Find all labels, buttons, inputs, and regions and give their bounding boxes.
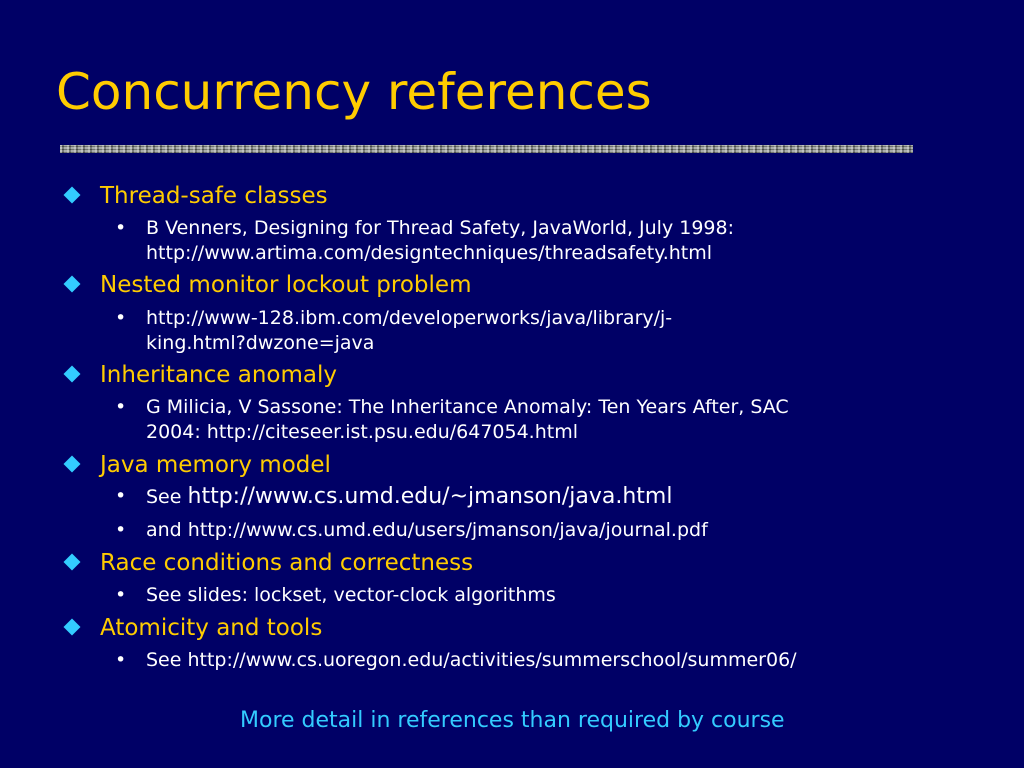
section-heading-atomicity	[100, 613, 322, 643]
diamond-bullet-icon	[64, 276, 81, 293]
section-heading-text: Thread-safe classes	[100, 183, 328, 209]
reference-link[interactable]: http://www.artima.com/designtechniques/threadsafety.html	[146, 242, 713, 264]
dot-bullet-icon: •	[115, 307, 127, 329]
section-heading-race-conditions	[100, 548, 473, 578]
reference-text: See slides: lockset, vector-clock algorithms	[146, 584, 556, 606]
section-heading-java-memory-model	[100, 450, 331, 480]
reference-item	[115, 583, 946, 608]
dot-bullet-icon: •	[115, 217, 127, 239]
reference-link[interactable]: http://www-128.ibm.com/developerworks/java/library/j-	[146, 307, 673, 329]
diamond-bullet-icon	[64, 456, 81, 473]
diamond-bullet-icon	[64, 619, 81, 636]
reference-text-line: G Milicia, V Sassone: The Inheritance Anomaly: Ten Years After, SAC	[146, 396, 789, 418]
reference-link-continued[interactable]: king.html?dwzone=java	[146, 332, 375, 354]
diamond-bullet-icon	[64, 554, 81, 571]
dot-bullet-icon: •	[115, 519, 127, 541]
dot-bullet-icon: •	[115, 649, 127, 671]
section-heading-thread-safe-classes	[100, 181, 328, 211]
reference-text-line: 2004: http://citeseer.ist.psu.edu/647054.html	[146, 421, 578, 443]
reference-link[interactable]: http://www.cs.umd.edu/~jmanson/java.html	[187, 484, 673, 509]
section-heading-nested-monitor	[100, 270, 471, 300]
reference-item	[115, 395, 946, 445]
diamond-bullet-icon	[64, 366, 81, 383]
dot-bullet-icon: •	[115, 584, 127, 606]
reference-item	[115, 306, 946, 356]
reference-item	[115, 484, 946, 510]
slide-title: Concurrency references	[56, 63, 652, 121]
reference-item	[115, 216, 946, 266]
dot-bullet-icon: •	[115, 396, 127, 418]
section-heading-inheritance-anomaly	[100, 360, 337, 390]
section-heading-text: Inheritance anomaly	[100, 362, 337, 388]
section-heading-text: Race conditions and correctness	[100, 550, 474, 576]
reference-text: See http://www.cs.uoregon.edu/activities/summerschool/summer06/	[146, 649, 797, 671]
section-heading-text: Java memory model	[100, 452, 331, 478]
slide-footer-note: More detail in references than required by course	[240, 708, 785, 733]
reference-prefix: See	[146, 486, 182, 508]
section-heading-text: Nested monitor lockout problem	[100, 272, 472, 298]
section-heading-text: Atomicity and tools	[100, 615, 323, 641]
diamond-bullet-icon	[64, 187, 81, 204]
reference-item	[115, 518, 946, 543]
dot-bullet-icon: •	[115, 485, 127, 507]
reference-item	[115, 648, 946, 673]
reference-text: and http://www.cs.umd.edu/users/jmanson/java/journal.pdf	[146, 519, 708, 541]
reference-text-line: B Venners, Designing for Thread Safety, JavaWorld, July 1998:	[146, 217, 734, 239]
